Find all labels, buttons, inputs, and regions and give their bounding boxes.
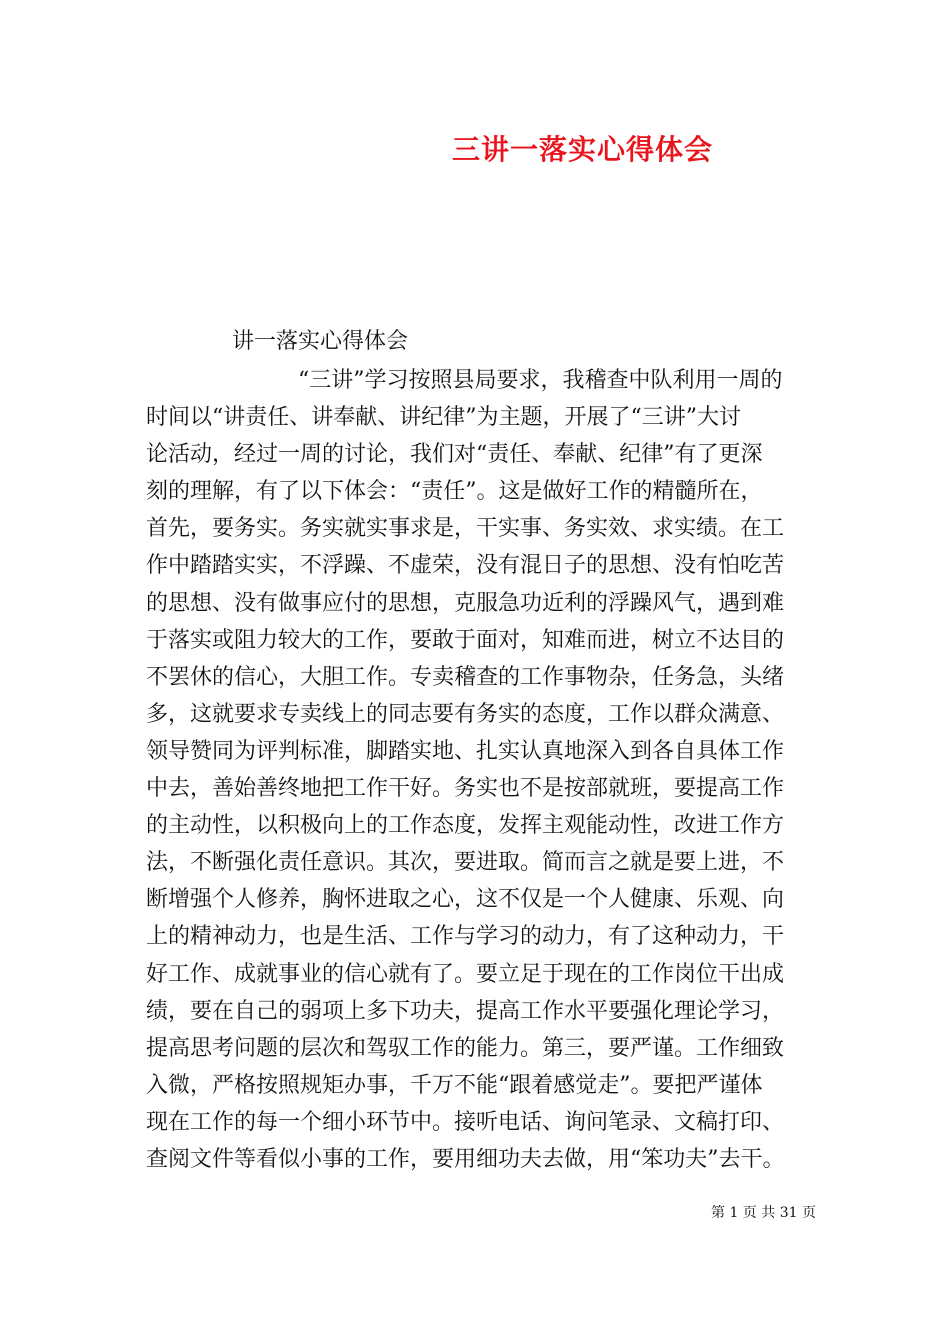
body-line: 多，这就要求专卖线上的同志要有务实的态度，工作以群众满意、	[146, 701, 785, 727]
body-line: 好工作、成就事业的信心就有了。要立足于现在的工作岗位干出成	[146, 961, 785, 987]
page-number: 第 1 页 共 31 页	[711, 1205, 816, 1221]
body-line: 时间以“讲责任、讲奉献、讲纪律”为主题，开展了“三讲”大讨	[146, 405, 741, 431]
body-line: 法，不断强化责任意识。其次，要进取。简而言之就是要上进，不	[146, 850, 785, 876]
body-line: 断增强个人修养，胸怀进取之心，这不仅是一个人健康、乐观、向	[146, 887, 785, 913]
body-line: 现在工作的每一个细小环节中。接听电话、询问笔录、文稿打印、	[146, 1109, 785, 1135]
document-title: 三讲一落实心得体会	[451, 133, 713, 166]
body-line: 于落实或阻力较大的工作，要敢于面对，知难而进，树立不达目的	[146, 627, 785, 653]
body-line: 入微，严格按照规矩办事，千万不能“跟着感觉走”。要把严谨体	[146, 1072, 763, 1098]
body-line: 绩，要在自己的弱项上多下功夫，提高工作水平要强化理论学习，	[146, 998, 785, 1024]
body-text	[146, 362, 811, 1178]
body-line: 刻的理解，有了以下体会：“责任”。这是做好工作的精髓所在，	[146, 479, 763, 505]
body-line: 首先，要务实。务实就实事求是，干实事、务实效、求实绩。在工	[146, 516, 785, 542]
body-line: 上的精神动力，也是生活、工作与学习的动力，有了这种动力，干	[146, 924, 785, 950]
body-line: “三讲”学习按照县局要求，我稽查中队利用一周的	[298, 368, 783, 393]
body-line: 论活动，经过一周的讨论，我们对“责任、奉献、纪律”有了更深	[146, 442, 763, 468]
body-line: 作中踏踏实实，不浮躁、不虚荣，没有混日子的思想、没有怕吃苦	[146, 553, 785, 579]
body-line: 的主动性，以积极向上的工作态度，发挥主观能动性，改进工作方	[146, 813, 785, 839]
body-line: 领导赞同为评判标准，脚踏实地、扎实认真地深入到各自具体工作	[146, 738, 785, 764]
document-subtitle: 讲一落实心得体会	[232, 329, 409, 354]
body-line: 中去，善始善终地把工作干好。务实也不是按部就班，要提高工作	[146, 776, 785, 802]
body-line: 查阅文件等看似小事的工作，要用细功夫去做，用“笨功夫”去干。	[146, 1146, 785, 1172]
body-line: 的思想、没有做事应付的思想，克服急功近利的浮躁风气，遇到难	[146, 590, 785, 616]
body-line: 提高思考问题的层次和驾驭工作的能力。第三，要严谨。工作细致	[146, 1035, 785, 1061]
body-line: 不罢休的信心，大胆工作。专卖稽查的工作事物杂，任务急，头绪	[146, 664, 785, 690]
